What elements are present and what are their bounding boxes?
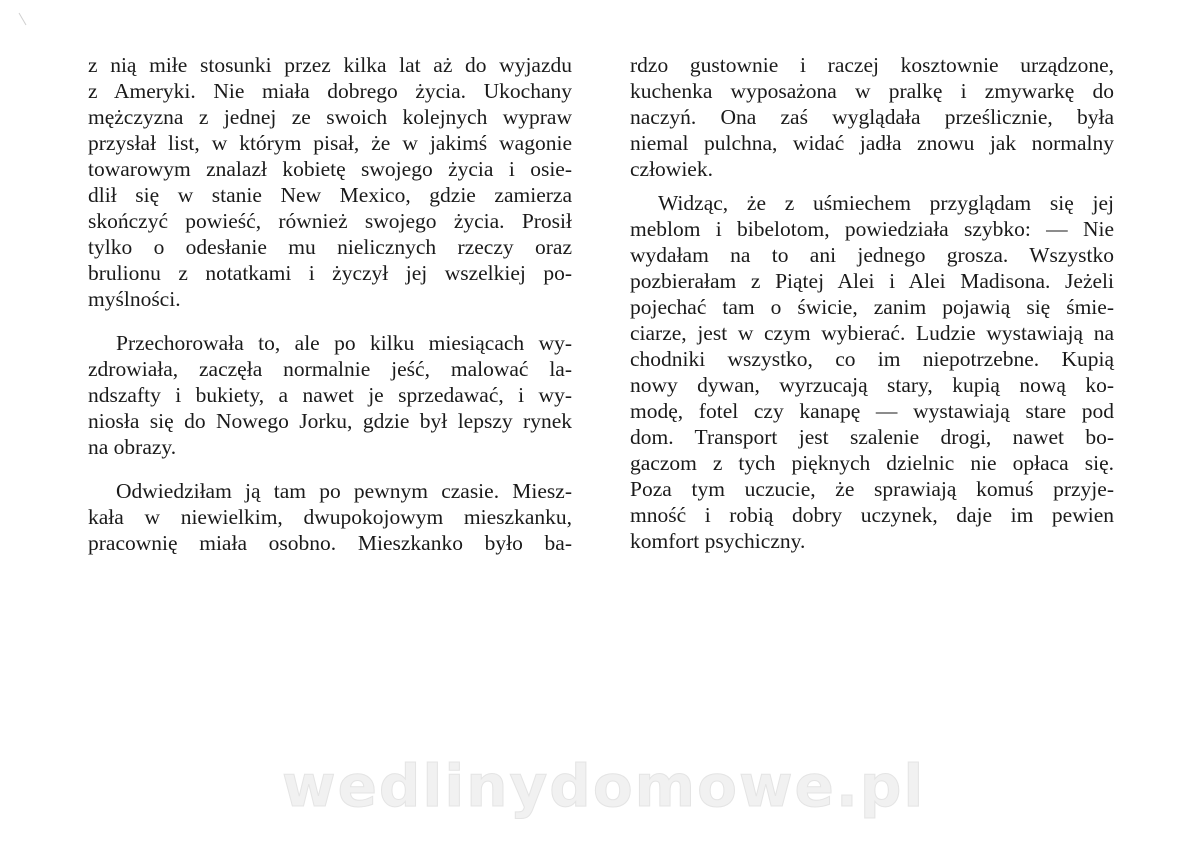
text-line: towarowym znalazł kobietę swojego życia i osie- [88,157,572,181]
text-line: Poza tym uczucie, że sprawiają komuś przyje- [630,477,1114,501]
text-line: nowy dywan, wyrzucają stary, kupią nową ko- [630,373,1114,397]
paragraph-gap [630,182,1114,190]
text-line: niosła się do Nowego Jorku, gdzie był lepszy rynek [88,409,572,433]
text-line: meblom i bibelotom, powiedziała szybko: — Nie [630,217,1114,241]
text-line: Przechorowała to, ale po kilku miesiącach wy- [116,331,572,355]
text-line: zdrowiała, zaczęła normalnie jeść, malować la- [88,357,572,381]
text-line: kała w niewielkim, dwupokojowym mieszkanku, [88,505,572,529]
text-line: na obrazy. [88,435,177,459]
paragraph-gap [88,312,572,330]
text-line: komfort psychiczny. [630,529,806,553]
text-line: dom. Transport jest szalenie drogi, nawet bo- [630,425,1114,449]
text-line: rdzo gustownie i raczej kosztownie urządzone, [630,53,1114,77]
text-line: ndszafty i bukiety, a nawet je sprzedawać, i wy- [88,383,572,407]
paragraph-gap [88,460,572,478]
text-line: pracownię miała osobno. Mieszkanko było ba- [88,531,572,555]
text-line: z nią miłe stosunki przez kilka lat aż do wyjazdu [88,53,572,77]
text-line: dlił się w stanie New Mexico, gdzie zamierza [88,183,572,207]
text-line: mność i robią dobry uczynek, daje im pewien [630,503,1114,527]
scan-artifact [19,13,27,26]
text-line: pojechać tam o świcie, zanim pojawią się śmie- [630,295,1114,319]
left-text-column [88,52,572,556]
text-line: modę, fotel czy kanapę — wystawiają stare pod [630,399,1114,423]
text-line: brulionu z notatkami i życzył jej wszelkiej po- [88,261,572,285]
text-line: kuchenka wyposażona w pralkę i zmywarkę do [630,79,1114,103]
text-line: gaczom z tych pięknych dzielnic nie opłaca się. [630,451,1114,475]
text-line: z Ameryki. Nie miała dobrego życia. Ukochany [88,79,572,103]
right-text-column [630,52,1114,554]
text-line: niemal pulchna, widać jadła znowu jak normalny [630,131,1114,155]
text-line: wydałam na to ani jednego grosza. Wszystko [630,243,1114,267]
text-line: Odwiedziłam ją tam po pewnym czasie. Miesz- [116,479,572,503]
text-line: myślności. [88,287,181,311]
text-line: człowiek. [630,157,713,181]
text-line: skończyć powieść, również swojego życia. Prosił [88,209,572,233]
text-line: mężczyzna z jednej ze swoich kolejnych wypraw [88,105,572,129]
text-line: ciarze, jest w czym wybierać. Ludzie wystawiają na [630,321,1114,345]
watermark-text: wedlinydomowe.pl [282,752,926,820]
text-line: naczyń. Ona zaś wyglądała prześlicznie, była [630,105,1114,129]
text-line: chodniki wszystko, co im niepotrzebne. Kupią [630,347,1114,371]
text-line: tylko o odesłanie mu nielicznych rzeczy oraz [88,235,572,259]
text-line: pozbierałam z Piątej Alei i Alei Madisona. Jeżeli [630,269,1114,293]
text-line: Widząc, że z uśmiechem przyglądam się jej [658,191,1114,215]
text-line: przysłał list, w którym pisał, że w jakimś wagonie [88,131,572,155]
